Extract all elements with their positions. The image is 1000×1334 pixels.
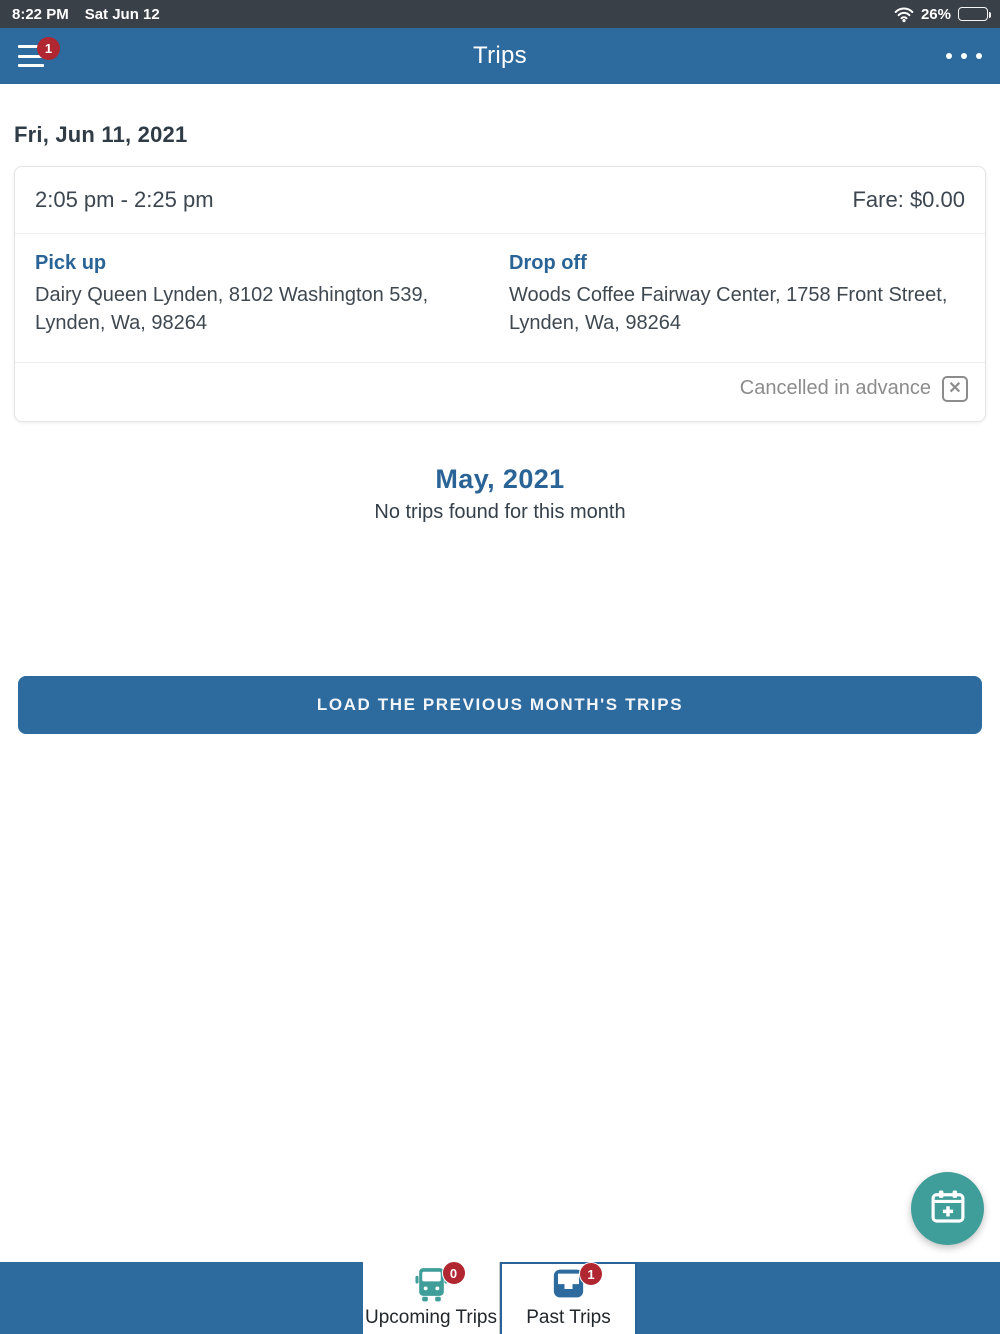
pickup-address: Dairy Queen Lynden, 8102 Washington 539, Lynden, Wa, 98264 xyxy=(35,284,429,335)
battery-percent: 26% xyxy=(920,5,951,23)
wifi-icon xyxy=(894,6,914,23)
dropoff-block xyxy=(509,252,965,338)
ellipsis-icon xyxy=(946,53,952,59)
trip-time-range: 2:05 pm - 2:25 pm xyxy=(35,187,214,212)
cancelled-status-text: Cancelled in advance xyxy=(739,377,931,400)
trip-status-row xyxy=(15,362,985,421)
tab-upcoming-label: Upcoming Trips xyxy=(365,1307,497,1328)
trip-addresses-row xyxy=(15,234,985,362)
trip-time-row xyxy=(15,167,985,234)
page-title: Trips xyxy=(473,42,527,69)
app-header xyxy=(0,28,1000,84)
cancelled-x-icon: ✕ xyxy=(942,376,968,402)
upcoming-trips-badge: 0 xyxy=(442,1261,466,1285)
trip-card[interactable] xyxy=(14,166,986,422)
past-trips-badge: 1 xyxy=(579,1262,603,1286)
status-date: Sat Jun 12 xyxy=(84,5,160,23)
status-time: 8:22 PM xyxy=(12,5,69,23)
overflow-menu-button[interactable] xyxy=(946,53,982,59)
dropoff-label: Drop off xyxy=(509,252,587,274)
trip-date-heading: Fri, Jun 11, 2021 xyxy=(14,122,188,147)
menu-button[interactable] xyxy=(18,41,53,67)
add-trip-fab[interactable] xyxy=(911,1172,984,1245)
tab-upcoming-trips[interactable] xyxy=(363,1262,500,1334)
menu-badge: 1 xyxy=(37,37,60,60)
no-trips-message: No trips found for this month xyxy=(374,500,626,523)
tab-past-label: Past Trips xyxy=(526,1307,611,1328)
month-title: May, 2021 xyxy=(435,463,565,494)
battery-icon xyxy=(958,7,988,21)
status-bar xyxy=(0,0,1000,28)
calendar-plus-icon xyxy=(927,1186,969,1231)
tab-past-trips[interactable] xyxy=(500,1262,637,1334)
bottom-tab-bar xyxy=(0,1262,1000,1334)
pickup-block xyxy=(35,252,491,338)
trips-list xyxy=(0,122,1000,734)
load-previous-month-button[interactable]: LOAD THE PREVIOUS MONTH'S TRIPS xyxy=(18,676,982,734)
empty-month-section xyxy=(14,464,986,524)
pickup-label: Pick up xyxy=(35,252,107,274)
trip-fare: Fare: $0.00 xyxy=(852,187,965,212)
dropoff-address: Woods Coffee Fairway Center, 1758 Front Street, Lynden, Wa, 98264 xyxy=(509,284,948,335)
